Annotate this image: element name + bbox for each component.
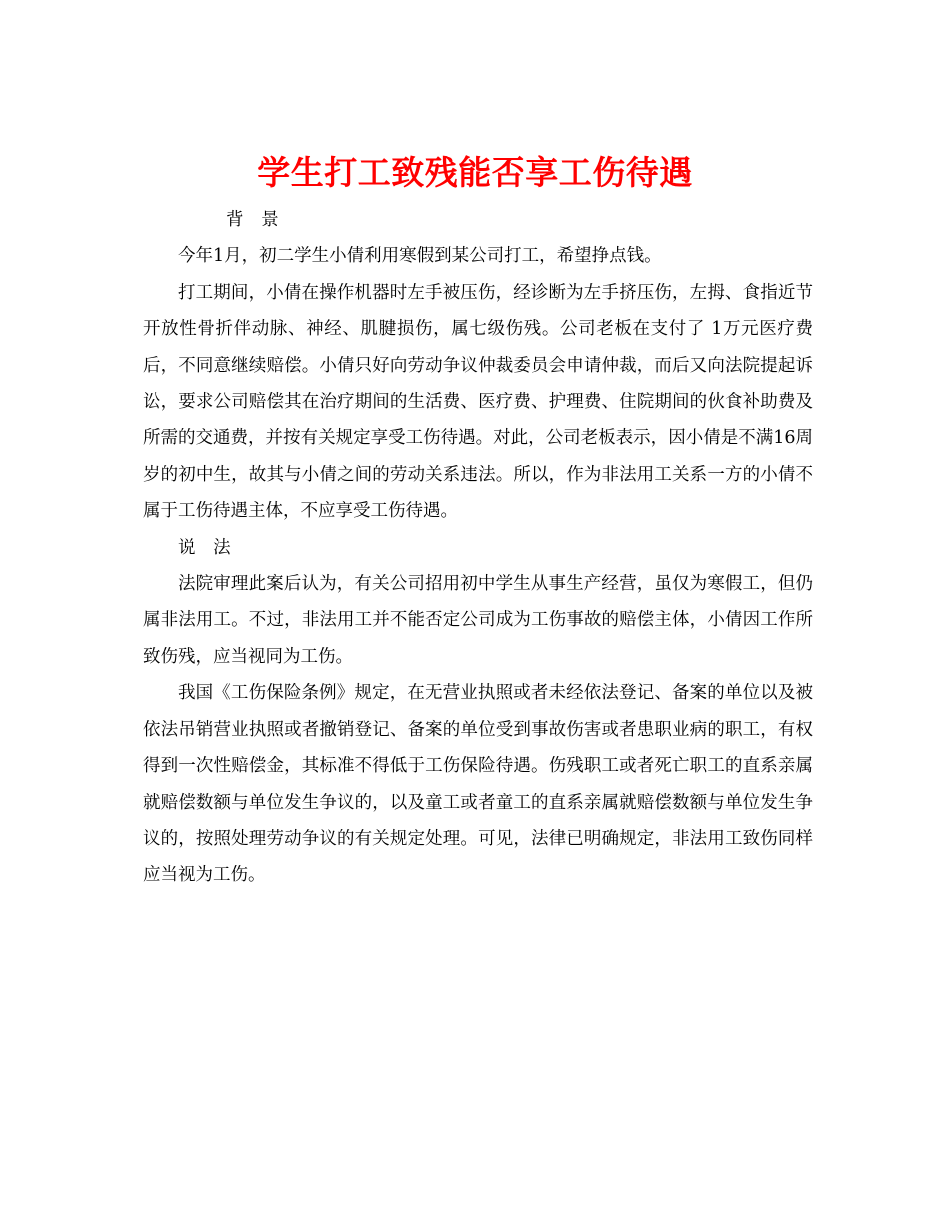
paragraph-4: 我国《工伤保险条例》规定，在无营业执照或者未经依法登记、备案的单位以及被依法吊销营业执照或者撤销登记、备案的单位受到事故伤害或者患职业病的职工，有权得到一次性赔偿金，其标准不得低于工伤保险待遇。伤残职工或者死亡职工的直系亲属就赔偿数额与单位发生争议的，以及童工或者童工的直系亲属就赔偿数额与单位发生争议的，按照处理劳动争议的有关规定处理。可见，法律已明确规定，非法用工致伤同样应当视为工伤。 — [143, 683, 813, 886]
section-heading-background: 背 景 — [226, 210, 285, 230]
section-heading-opinion: 说 法 — [178, 537, 237, 558]
document-body — [143, 202, 813, 894]
document-title: 学生打工致残能否享工伤待遇 — [257, 153, 693, 193]
paragraph-2: 打工期间，小倩在操作机器时左手被压伤，经诊断为左手挤压伤，左拇、食指近节开放性骨折伴动脉、神经、肌腱损伤，属七级伤残。公司老板在支付了 1万元医疗费后，不同意继续赔偿。小倩只好向劳动争议仲裁委员会申请仲裁，而后又向法院提起诉讼，要求公司赔偿其在治疗期间的生活费、医疗费、护理费、住院期间的伙食补助费及所需的交通费，并按有关规定享受工伤待遇。对此，公司老板表示，因小倩是不满16周岁的初中生，故其与小倩之间的劳动关系违法。所以，作为非法用工关系一方的小倩不属于工伤待遇主体，不应享受工伤待遇。 — [143, 282, 813, 522]
paragraph-1: 今年1月，初二学生小倩利用寒假到某公司打工，希望挣点钱。 — [178, 246, 662, 267]
paragraph-3: 法院审理此案后认为，有关公司招用初中学生从事生产经营，虽仅为寒假工，但仍属非法用工。不过，非法用工并不能否定公司成为工伤事故的赔偿主体，小倩因工作所致伤残，应当视同为工伤。 — [143, 574, 813, 667]
